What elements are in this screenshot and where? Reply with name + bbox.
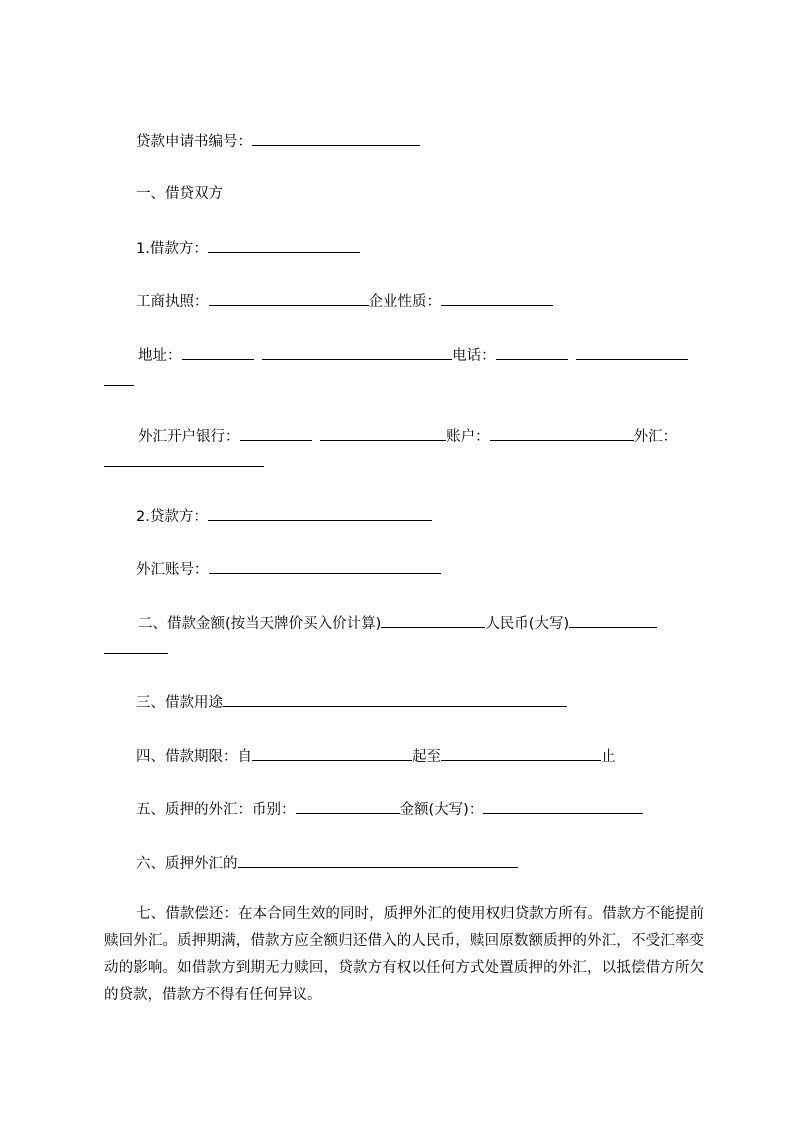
enterprise-type-label: 企业性质：	[368, 294, 441, 310]
lender-blank[interactable]	[208, 506, 432, 521]
fx-bank-line	[138, 426, 677, 447]
section-2-wrap	[104, 639, 168, 660]
from-to-label: 起至	[412, 749, 441, 765]
fx-account-line	[136, 559, 441, 580]
currency-blank[interactable]	[296, 799, 400, 814]
address-blank-2[interactable]	[262, 345, 452, 360]
business-license-line	[136, 291, 553, 312]
fx-bank-label: 外汇开户银行：	[138, 429, 240, 445]
account-blank[interactable]	[490, 426, 634, 441]
rmb-label: 人民币(大写)	[485, 616, 570, 632]
pledge-amount-blank[interactable]	[483, 799, 643, 814]
section-6-line	[136, 853, 518, 874]
loan-application-number-line	[136, 131, 420, 152]
pledged-fx-blank[interactable]	[238, 853, 518, 868]
section-2-line	[138, 613, 657, 634]
borrower-label: 1.借款方：	[136, 241, 208, 257]
phone-blank-continued[interactable]	[104, 371, 134, 386]
loan-start-blank[interactable]	[252, 746, 412, 761]
rmb-blank-continued[interactable]	[104, 639, 168, 654]
borrower-blank[interactable]	[208, 238, 360, 253]
section-7-paragraph	[104, 901, 704, 1009]
fx-label: 外汇：	[633, 429, 678, 445]
section-3-title: 三、借款用途	[136, 695, 223, 711]
address-line	[138, 345, 688, 366]
lender-label: 2.贷款方：	[136, 509, 208, 525]
section-2-title: 二、借款金额(按当天牌价买入价计算)	[138, 616, 382, 632]
loan-application-number-blank[interactable]	[252, 131, 420, 146]
fx-blank[interactable]	[104, 452, 264, 467]
loan-end-blank[interactable]	[441, 746, 601, 761]
address-blank-1[interactable]	[182, 345, 254, 360]
section-6-title: 六、质押外汇的	[136, 856, 238, 872]
phone-label: 电话：	[452, 348, 496, 364]
fx-bank-blank-2[interactable]	[320, 426, 446, 441]
address-line-wrap	[104, 371, 134, 392]
section-5-line	[136, 799, 643, 820]
fx-line-wrap	[104, 452, 264, 473]
account-label: 账户：	[446, 429, 490, 445]
phone-blank-2[interactable]	[576, 345, 688, 360]
rmb-blank[interactable]	[569, 613, 657, 628]
loan-amount-blank[interactable]	[381, 613, 485, 628]
section-4-line	[136, 746, 616, 767]
loan-purpose-blank[interactable]	[223, 692, 567, 707]
enterprise-type-blank[interactable]	[441, 291, 553, 306]
business-license-blank[interactable]	[209, 291, 369, 306]
phone-blank-1[interactable]	[496, 345, 568, 360]
address-label: 地址：	[138, 348, 182, 364]
amount-label: 金额(大写)：	[399, 802, 484, 818]
fx-bank-blank-1[interactable]	[240, 426, 312, 441]
fx-account-blank[interactable]	[209, 559, 441, 574]
section-3-line	[136, 692, 567, 713]
section-4-title: 四、借款期限：自	[136, 749, 252, 765]
fx-account-label: 外汇账号：	[136, 562, 209, 578]
section-1-title: 一、借贷双方	[136, 186, 223, 202]
borrower-line	[136, 238, 360, 259]
loan-application-number-label: 贷款申请书编号：	[136, 134, 252, 150]
until-label: 止	[601, 749, 616, 765]
business-license-label: 工商执照：	[136, 294, 209, 310]
lender-line	[136, 506, 432, 527]
section-5-title: 五、质押的外汇：币别：	[136, 802, 296, 818]
section-7-text: 七、借款偿还：在本合同生效的同时，质押外汇的使用权归贷款方所有。借款方不能提前赎回外汇。质押期满，借款方应全额归还借入的人民币，赎回原数额质押的外汇，不受汇率变动的影响。如借款方到期无力赎回，贷款方有权以任何方式处置质押的外汇，以抵偿借方所欠的贷款，借款方不得有任何异议。	[104, 906, 704, 1003]
